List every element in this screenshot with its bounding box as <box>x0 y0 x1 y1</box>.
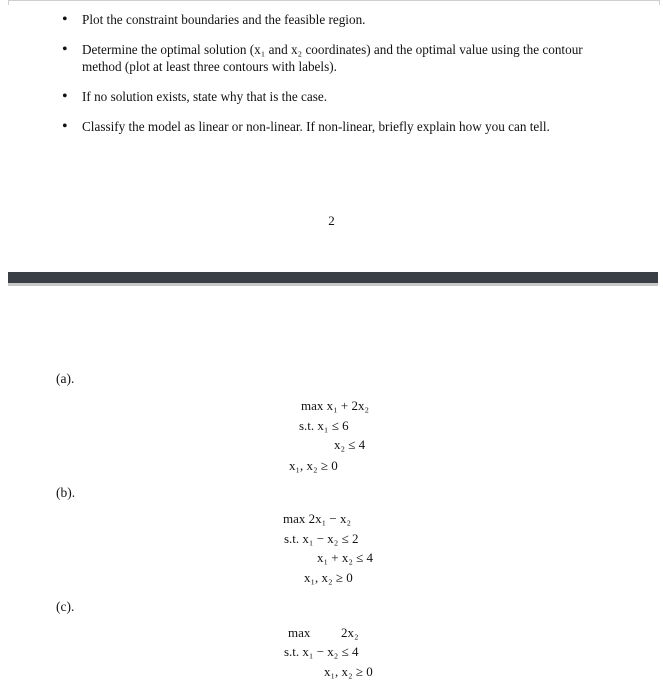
instruction-item: • Classify the model as linear or non-linear. If non-linear, briefly explain how you can tell. <box>60 118 600 135</box>
problem-c-max: max <box>288 625 311 640</box>
problem-c-constraint-1: s.t. x₁ − x₂ ≤ 4 <box>284 644 359 659</box>
page-number: 2 <box>328 213 335 228</box>
instruction-item: • Determine the optimal solution (x₁ and x₂ coordinates) and the optimal value using the contour method (plot at least three contours with labels). <box>60 41 600 75</box>
problem-b-constraint-2: x₁ + x₂ ≤ 4 <box>317 550 374 565</box>
instruction-list <box>60 11 600 148</box>
problem-a-objective: max x₁ + 2x₂ <box>301 398 370 413</box>
problem-a-nonneg: x₁, x₂ ≥ 0 <box>289 458 338 473</box>
instruction-item: • Plot the constraint boundaries and the feasible region. <box>60 11 600 28</box>
instruction-item: • If no solution exists, state why that is the case. <box>60 88 600 105</box>
problem-c-label: (c). <box>56 599 75 614</box>
problem-c-objective: 2x₂ <box>341 625 359 640</box>
problem-a-label: (a). <box>56 371 75 386</box>
problem-a-constraint-1: s.t. x₁ ≤ 6 <box>299 418 349 433</box>
page-top-border <box>8 0 660 5</box>
problem-a-constraint-2: x₂ ≤ 4 <box>334 437 366 452</box>
problem-b-label: (b). <box>56 485 76 500</box>
page-separator <box>8 272 658 283</box>
problem-c-nonneg: x₁, x₂ ≥ 0 <box>324 664 373 679</box>
problem-b-nonneg: x₁, x₂ ≥ 0 <box>304 570 353 585</box>
problem-b-constraint-1: s.t. x₁ − x₂ ≤ 2 <box>284 531 359 546</box>
problem-b-objective: max 2x₁ − x₂ <box>283 511 352 526</box>
